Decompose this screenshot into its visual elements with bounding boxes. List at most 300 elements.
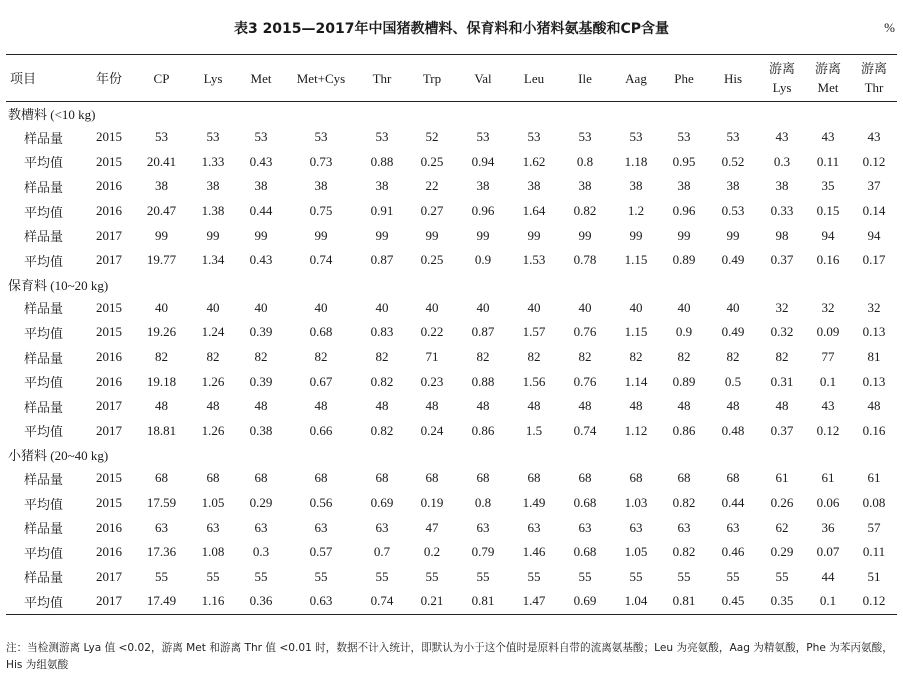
value-cell: 0.11 <box>816 153 840 169</box>
year-cell: 2017 <box>84 589 134 614</box>
value-cell: 0.87 <box>370 252 394 268</box>
value-cell: 55 <box>476 568 490 584</box>
value-cell: 82 <box>629 349 643 365</box>
value-cell: 0.74 <box>309 252 333 268</box>
value-cell: 40 <box>476 299 490 315</box>
value-cell: 98 <box>775 227 789 243</box>
year-cell: 2017 <box>96 398 122 414</box>
value-cell: 0.88 <box>471 373 495 389</box>
value-cell: 0.16 <box>816 252 840 268</box>
value-cell: 0.39 <box>249 324 273 340</box>
column-header: 游离 Met <box>805 55 851 102</box>
value-cell: 37 <box>867 178 881 194</box>
row-label: 样品量 <box>24 350 64 366</box>
value-cell: 48 <box>726 398 740 414</box>
year-cell: 2016 <box>96 349 122 365</box>
value-cell: 0.16 <box>862 422 886 438</box>
value-cell: 43 <box>775 129 789 145</box>
value-cell: 55 <box>726 568 740 584</box>
value-cell: 53 <box>254 129 268 145</box>
value-cell: 0.69 <box>370 495 394 511</box>
value-cell: 1.12 <box>624 422 648 438</box>
table-row <box>6 199 897 224</box>
column-header: Lys <box>189 55 237 102</box>
value-cell: 48 <box>155 398 168 414</box>
column-header: Met+Cys <box>285 55 357 102</box>
value-cell: 82 <box>155 349 168 365</box>
value-cell: 61 <box>821 470 835 486</box>
value-cell: 20.41 <box>146 153 177 169</box>
table-row <box>6 589 897 614</box>
value-cell: 0.57 <box>309 544 333 560</box>
value-cell: 99 <box>629 227 643 243</box>
value-cell: 1.04 <box>611 589 661 614</box>
value-cell: 63 <box>629 519 643 535</box>
year-cell: 2016 <box>96 544 122 560</box>
value-cell: 0.76 <box>573 324 597 340</box>
value-cell: 0.37 <box>770 422 794 438</box>
value-cell: 99 <box>578 227 592 243</box>
value-cell: 0.96 <box>471 203 495 219</box>
header-row <box>6 55 897 102</box>
value-cell: 0.78 <box>573 252 597 268</box>
value-cell: 0.27 <box>420 203 444 219</box>
value-cell: 71 <box>425 349 439 365</box>
value-cell: 38 <box>677 178 691 194</box>
value-cell: 0.82 <box>370 373 394 389</box>
value-cell: 82 <box>476 349 490 365</box>
row-label: 平均值 <box>24 375 64 391</box>
year-cell: 2016 <box>96 373 122 389</box>
value-cell: 99 <box>527 227 541 243</box>
value-cell: 0.12 <box>862 153 886 169</box>
value-cell: 0.43 <box>249 153 273 169</box>
value-cell: 48 <box>425 398 439 414</box>
table-caption: 表3 2015—2017年中国猪教槽料、保育料和小猪料氨基酸和CP含量 <box>233 21 670 37</box>
value-cell: 0.3 <box>773 153 791 169</box>
value-cell: 0.07 <box>816 544 840 560</box>
table-row <box>6 466 897 491</box>
value-cell: 99 <box>254 227 268 243</box>
value-cell: 0.67 <box>309 373 333 389</box>
section-header-row <box>6 102 897 126</box>
value-cell: 0.74 <box>573 422 597 438</box>
value-cell: 68 <box>206 470 220 486</box>
value-cell: 48 <box>867 398 881 414</box>
value-cell: 0.96 <box>672 203 696 219</box>
value-cell: 1.26 <box>201 422 225 438</box>
value-cell: 55 <box>314 568 328 584</box>
column-header: Aag <box>611 55 661 102</box>
value-cell: 68 <box>677 470 691 486</box>
value-cell: 0.13 <box>862 324 886 340</box>
year-cell: 2015 <box>96 129 122 145</box>
value-cell: 53 <box>629 129 643 145</box>
value-cell: 1.34 <box>201 252 225 268</box>
value-cell: 55 <box>629 568 643 584</box>
value-cell: 48 <box>206 398 220 414</box>
value-cell: 94 <box>821 227 835 243</box>
value-cell: 0.29 <box>249 495 273 511</box>
year-cell: 2017 <box>96 227 122 243</box>
value-cell: 62 <box>775 519 789 535</box>
value-cell: 82 <box>375 349 389 365</box>
year-cell: 2015 <box>96 324 122 340</box>
value-cell: 40 <box>578 299 592 315</box>
table-row <box>6 174 897 199</box>
value-cell: 1.24 <box>201 324 225 340</box>
row-label: 样品量 <box>24 570 64 586</box>
value-cell: 0.37 <box>770 252 794 268</box>
value-cell: 63 <box>375 519 389 535</box>
value-cell: 35 <box>821 178 835 194</box>
value-cell: 0.56 <box>309 495 333 511</box>
value-cell: 0.9 <box>675 324 693 340</box>
value-cell: 53 <box>726 129 740 145</box>
value-cell: 0.1 <box>805 589 851 614</box>
row-label: 平均值 <box>24 424 64 440</box>
value-cell: 1.56 <box>522 373 546 389</box>
value-cell: 0.06 <box>816 495 840 511</box>
column-header: 年份 <box>84 55 134 102</box>
value-cell: 1.64 <box>522 203 546 219</box>
value-cell: 38 <box>629 178 643 194</box>
value-cell: 55 <box>527 568 541 584</box>
value-cell: 38 <box>578 178 592 194</box>
value-cell: 40 <box>425 299 439 315</box>
value-cell: 99 <box>375 227 389 243</box>
value-cell: 0.12 <box>851 589 897 614</box>
value-cell: 53 <box>155 129 168 145</box>
value-cell: 99 <box>425 227 439 243</box>
column-header: Phe <box>661 55 707 102</box>
value-cell: 61 <box>867 470 881 486</box>
table-row <box>6 248 897 273</box>
value-cell: 40 <box>314 299 328 315</box>
value-cell: 99 <box>206 227 220 243</box>
value-cell: 0.22 <box>420 324 444 340</box>
value-cell: 53 <box>375 129 389 145</box>
column-header: 项目 <box>6 55 84 102</box>
value-cell: 0.68 <box>573 544 597 560</box>
value-cell: 0.82 <box>672 495 696 511</box>
section-header-row <box>6 273 897 296</box>
table-row <box>6 491 897 516</box>
value-cell: 82 <box>254 349 268 365</box>
value-cell: 0.73 <box>309 153 333 169</box>
value-cell: 19.26 <box>146 324 177 340</box>
value-cell: 0.15 <box>816 203 840 219</box>
value-cell: 55 <box>425 568 439 584</box>
value-cell: 63 <box>254 519 268 535</box>
value-cell: 82 <box>206 349 220 365</box>
value-cell: 53 <box>206 129 220 145</box>
column-header: Met <box>237 55 285 102</box>
value-cell: 0.75 <box>309 203 333 219</box>
value-cell: 1.03 <box>624 495 648 511</box>
value-cell: 55 <box>155 568 168 584</box>
value-cell: 43 <box>821 129 835 145</box>
value-cell: 38 <box>726 178 740 194</box>
value-cell: 0.91 <box>370 203 394 219</box>
row-label: 样品量 <box>24 399 64 415</box>
value-cell: 0.76 <box>573 373 597 389</box>
value-cell: 1.57 <box>522 324 546 340</box>
value-cell: 0.11 <box>862 544 886 560</box>
value-cell: 38 <box>375 178 389 194</box>
value-cell: 0.81 <box>457 589 509 614</box>
year-cell: 2015 <box>96 299 122 315</box>
value-cell: 1.05 <box>201 495 225 511</box>
value-cell: 68 <box>254 470 268 486</box>
value-cell: 0.23 <box>420 373 444 389</box>
value-cell: 48 <box>677 398 691 414</box>
column-header: Ile <box>559 55 611 102</box>
value-cell: 1.18 <box>624 153 648 169</box>
section-title: 教槽料 (<10 kg) <box>8 107 96 122</box>
column-header: His <box>707 55 759 102</box>
table-row <box>6 296 897 321</box>
value-cell: 0.79 <box>471 544 495 560</box>
column-header: 游离 Lys <box>759 55 805 102</box>
value-cell: 48 <box>775 398 789 414</box>
row-label: 平均值 <box>24 325 64 341</box>
value-cell: 0.86 <box>672 422 696 438</box>
table-footnote: 注：当检测游离 Lya 值 <0.02，游离 Met 和游离 Thr 值 <0.01 时，数据不计入统计，即默认为小于这个值时是原料自带的流离氨基酸；Leu 为亮氨酸，Aag 为精氨酸，Phe 为苯丙氨酸，His 为组氨酸 <box>6 642 893 671</box>
value-cell: 0.9 <box>474 252 492 268</box>
value-cell: 0.17 <box>862 252 886 268</box>
table-row <box>6 515 897 540</box>
value-cell: 1.16 <box>189 589 237 614</box>
value-cell: 1.15 <box>624 324 648 340</box>
value-cell: 0.8 <box>576 153 594 169</box>
value-cell: 1.46 <box>522 544 546 560</box>
value-cell: 81 <box>867 349 881 365</box>
value-cell: 0.52 <box>721 153 745 169</box>
unit-label: % <box>884 20 895 35</box>
value-cell: 40 <box>206 299 220 315</box>
row-label: 平均值 <box>24 545 64 561</box>
year-cell: 2015 <box>96 470 122 486</box>
value-cell: 68 <box>629 470 643 486</box>
value-cell: 0.5 <box>724 373 742 389</box>
value-cell: 32 <box>821 299 835 315</box>
year-cell: 2017 <box>96 252 122 268</box>
value-cell: 0.45 <box>707 589 759 614</box>
value-cell: 0.44 <box>721 495 745 511</box>
value-cell: 19.77 <box>146 252 177 268</box>
column-header: Val <box>457 55 509 102</box>
value-cell: 53 <box>578 129 592 145</box>
value-cell: 1.47 <box>509 589 559 614</box>
value-cell: 0.82 <box>370 422 394 438</box>
row-label: 样品量 <box>24 471 64 487</box>
value-cell: 0.1 <box>819 373 837 389</box>
value-cell: 0.63 <box>285 589 357 614</box>
value-cell: 94 <box>867 227 881 243</box>
value-cell: 40 <box>527 299 541 315</box>
table-row <box>6 150 897 175</box>
value-cell: 17.36 <box>146 544 177 560</box>
value-cell: 0.81 <box>661 589 707 614</box>
value-cell: 43 <box>867 129 881 145</box>
value-cell: 32 <box>775 299 789 315</box>
value-cell: 38 <box>254 178 268 194</box>
value-cell: 0.68 <box>309 324 333 340</box>
value-cell: 82 <box>726 349 740 365</box>
section-title: 小猪料 (20~40 kg) <box>8 448 109 464</box>
value-cell: 38 <box>476 178 490 194</box>
value-cell: 0.46 <box>721 544 745 560</box>
value-cell: 99 <box>155 227 168 243</box>
value-cell: 68 <box>527 470 541 486</box>
value-cell: 0.44 <box>249 203 273 219</box>
value-cell: 0.3 <box>252 544 270 560</box>
value-cell: 48 <box>578 398 592 414</box>
value-cell: 0.32 <box>770 324 794 340</box>
value-cell: 0.86 <box>471 422 495 438</box>
row-label: 样品量 <box>24 130 64 146</box>
value-cell: 38 <box>314 178 328 194</box>
value-cell: 1.38 <box>201 203 225 219</box>
value-cell: 0.66 <box>309 422 333 438</box>
value-cell: 63 <box>726 519 740 535</box>
value-cell: 0.38 <box>249 422 273 438</box>
value-cell: 82 <box>677 349 691 365</box>
value-cell: 53 <box>527 129 541 145</box>
value-cell: 0.25 <box>420 252 444 268</box>
value-cell: 0.25 <box>420 153 444 169</box>
value-cell: 43 <box>821 398 835 414</box>
value-cell: 99 <box>726 227 740 243</box>
value-cell: 0.87 <box>471 324 495 340</box>
value-cell: 40 <box>254 299 268 315</box>
value-cell: 0.43 <box>249 252 273 268</box>
value-cell: 44 <box>821 568 835 584</box>
value-cell: 63 <box>578 519 592 535</box>
value-cell: 48 <box>254 398 268 414</box>
value-cell: 0.7 <box>373 544 391 560</box>
value-cell: 0.89 <box>672 373 696 389</box>
value-cell: 0.88 <box>370 153 394 169</box>
value-cell: 63 <box>314 519 328 535</box>
value-cell: 0.83 <box>370 324 394 340</box>
column-header: Thr <box>357 55 407 102</box>
value-cell: 17.59 <box>146 495 177 511</box>
value-cell: 0.8 <box>474 495 492 511</box>
value-cell: 1.15 <box>624 252 648 268</box>
row-label: 样品量 <box>24 179 64 195</box>
value-cell: 0.74 <box>357 589 407 614</box>
value-cell: 47 <box>425 519 439 535</box>
value-cell: 63 <box>527 519 541 535</box>
table-row <box>6 394 897 419</box>
row-label: 样品量 <box>24 301 64 317</box>
year-cell: 2015 <box>96 495 122 511</box>
value-cell: 40 <box>629 299 643 315</box>
row-label: 样品量 <box>24 229 64 245</box>
value-cell: 48 <box>527 398 541 414</box>
section-header-row <box>6 443 897 466</box>
value-cell: 32 <box>867 299 881 315</box>
value-cell: 0.49 <box>721 324 745 340</box>
value-cell: 53 <box>314 129 328 145</box>
value-cell: 63 <box>677 519 691 535</box>
year-cell: 2017 <box>96 568 122 584</box>
value-cell: 36 <box>821 519 835 535</box>
year-cell: 2016 <box>96 178 122 194</box>
value-cell: 0.33 <box>770 203 794 219</box>
column-header: Leu <box>509 55 559 102</box>
value-cell: 53 <box>677 129 691 145</box>
value-cell: 17.49 <box>134 589 189 614</box>
value-cell: 38 <box>775 178 789 194</box>
value-cell: 68 <box>375 470 389 486</box>
value-cell: 0.48 <box>721 422 745 438</box>
column-header: CP <box>134 55 189 102</box>
value-cell: 0.36 <box>237 589 285 614</box>
value-cell: 0.35 <box>759 589 805 614</box>
section-title: 保育料 (10~20 kg) <box>8 277 109 293</box>
row-label: 平均值 <box>24 496 64 512</box>
value-cell: 48 <box>314 398 328 414</box>
row-label: 平均值 <box>24 204 64 220</box>
value-cell: 1.33 <box>201 153 225 169</box>
value-cell: 0.82 <box>672 544 696 560</box>
value-cell: 22 <box>425 178 439 194</box>
value-cell: 0.08 <box>862 495 886 511</box>
value-cell: 99 <box>476 227 490 243</box>
value-cell: 0.31 <box>770 373 794 389</box>
year-cell: 2016 <box>96 519 122 535</box>
value-cell: 55 <box>578 568 592 584</box>
value-cell: 48 <box>476 398 490 414</box>
year-cell: 2015 <box>96 153 122 169</box>
row-label: 平均值 <box>6 589 84 614</box>
value-cell: 0.19 <box>420 495 444 511</box>
value-cell: 53 <box>476 129 490 145</box>
value-cell: 0.29 <box>770 544 794 560</box>
amino-acid-table <box>6 54 897 615</box>
value-cell: 68 <box>476 470 490 486</box>
value-cell: 0.82 <box>573 203 597 219</box>
column-header: Trp <box>407 55 457 102</box>
table-row <box>6 320 897 345</box>
value-cell: 0.14 <box>862 203 886 219</box>
value-cell: 82 <box>578 349 592 365</box>
value-cell: 99 <box>677 227 691 243</box>
row-label: 平均值 <box>24 253 64 269</box>
value-cell: 1.62 <box>522 153 546 169</box>
value-cell: 48 <box>375 398 389 414</box>
value-cell: 68 <box>425 470 439 486</box>
value-cell: 1.5 <box>525 422 543 438</box>
value-cell: 1.49 <box>522 495 546 511</box>
value-cell: 19.18 <box>146 373 177 389</box>
value-cell: 55 <box>677 568 691 584</box>
value-cell: 1.26 <box>201 373 225 389</box>
value-cell: 52 <box>425 129 439 145</box>
value-cell: 68 <box>578 470 592 486</box>
value-cell: 55 <box>375 568 389 584</box>
row-label: 平均值 <box>24 155 64 171</box>
value-cell: 0.26 <box>770 495 794 511</box>
year-cell: 2017 <box>96 422 122 438</box>
value-cell: 99 <box>314 227 328 243</box>
column-header: 游离 Thr <box>851 55 897 102</box>
value-cell: 38 <box>206 178 220 194</box>
table-row <box>6 125 897 150</box>
